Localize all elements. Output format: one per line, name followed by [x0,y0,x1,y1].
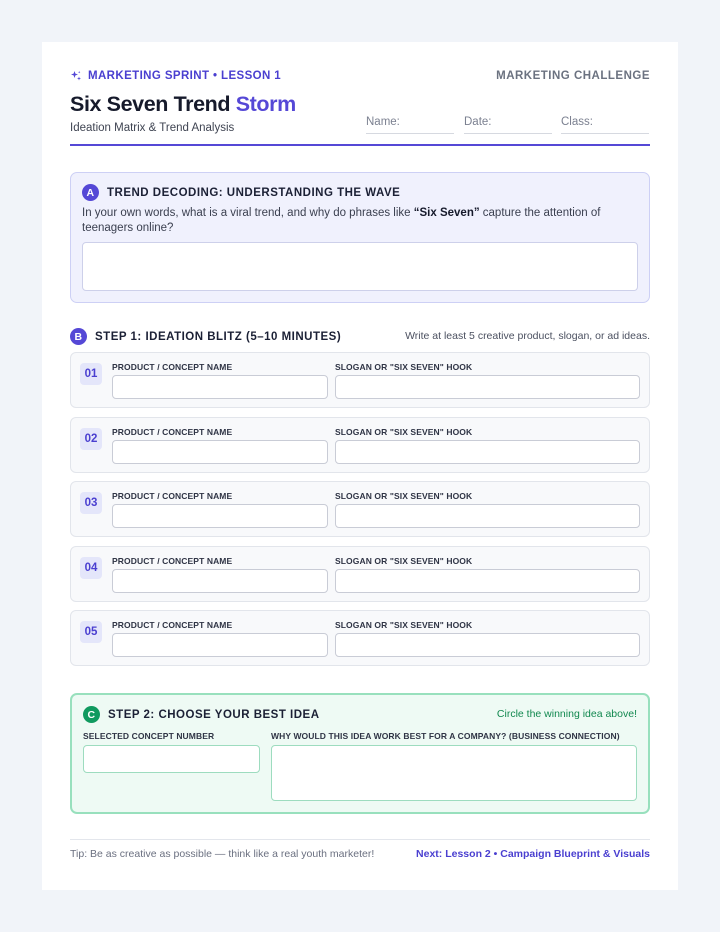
slogan-hook-label: SLOGAN OR "SIX SEVEN" HOOK [335,491,473,501]
footer-divider [70,839,650,840]
idea-row [70,546,650,602]
product-name-input[interactable] [112,504,328,528]
business-connection-input[interactable] [271,745,637,801]
page-subtitle: Ideation Matrix & Trend Analysis [70,122,235,134]
section-b-heading [70,328,341,345]
header-divider [70,144,650,146]
title-accent: Storm [235,92,296,116]
name-field[interactable] [366,116,454,134]
slogan-hook-label: SLOGAN OR "SIX SEVEN" HOOK [335,427,473,437]
product-name-label: PRODUCT / CONCEPT NAME [112,427,233,437]
idea-number: 05 [80,621,102,643]
section-a-heading [82,184,400,201]
circle-hint: Circle the winning idea above! [496,708,637,720]
name-field-label: Name: [366,116,400,128]
idea-row [70,481,650,537]
slogan-hook-label: SLOGAN OR "SIX SEVEN" HOOK [335,556,473,566]
product-name-input[interactable] [112,375,328,399]
idea-row [70,610,650,666]
next-lesson-link[interactable]: Next: Lesson 2 • Campaign Blueprint & Visuals [416,848,650,860]
footer-tip: Tip: Be as creative as possible — think like a real youth marketer! [70,848,375,860]
section-a-title: TREND DECODING: UNDERSTANDING THE WAVE [107,186,401,199]
slogan-hook-input[interactable] [335,569,640,593]
section-b-badge: B [70,328,87,345]
question-text-before: In your own words, what is a viral trend, and why do phrases like [82,207,414,219]
sparkle-icon [70,70,82,82]
idea-number: 04 [80,557,102,579]
page-title [70,92,296,117]
product-name-input[interactable] [112,440,328,464]
idea-row [70,417,650,473]
product-name-label: PRODUCT / CONCEPT NAME [112,491,233,501]
question-text-after: capture the attention of teenagers online? [82,207,601,234]
product-name-label: PRODUCT / CONCEPT NAME [112,362,233,372]
idea-number: 03 [80,492,102,514]
slogan-hook-input[interactable] [335,633,640,657]
trend-question [82,206,629,235]
date-field[interactable] [464,116,552,134]
worksheet-page [42,42,678,890]
class-field-label: Class: [561,116,593,128]
section-a-badge: A [82,184,99,201]
challenge-label: MARKETING CHALLENGE [496,70,650,82]
idea-row [70,352,650,408]
class-field[interactable] [561,116,649,134]
idea-number: 01 [80,363,102,385]
trend-answer-box[interactable] [82,242,638,291]
question-quote: “Six Seven” [413,207,480,219]
section-trend-decoding [70,172,650,303]
idea-number: 02 [80,428,102,450]
title-main: Six Seven Trend [70,92,231,116]
product-name-input[interactable] [112,633,328,657]
section-best-idea [70,693,650,814]
product-name-input[interactable] [112,569,328,593]
product-name-label: PRODUCT / CONCEPT NAME [112,620,233,630]
section-c-heading [83,706,320,723]
section-b-title: STEP 1: IDEATION BLITZ (5–10 MINUTES) [95,330,342,343]
slogan-hook-input[interactable] [335,375,640,399]
section-b-hint: Write at least 5 creative product, slogan, or ad ideas. [405,330,650,342]
section-c-badge: C [83,706,100,723]
selected-concept-input[interactable] [83,745,260,773]
section-c-title: STEP 2: CHOOSE YOUR BEST IDEA [108,708,320,721]
slogan-hook-label: SLOGAN OR "SIX SEVEN" HOOK [335,362,473,372]
selected-concept-label: SELECTED CONCEPT NUMBER [83,731,215,741]
lesson-kicker [70,70,281,82]
business-connection-label: WHY WOULD THIS IDEA WORK BEST FOR A COMPANY? (BUSINESS CONNECTION) [271,731,620,741]
date-field-label: Date: [464,116,492,128]
slogan-hook-label: SLOGAN OR "SIX SEVEN" HOOK [335,620,473,630]
slogan-hook-input[interactable] [335,440,640,464]
product-name-label: PRODUCT / CONCEPT NAME [112,556,233,566]
slogan-hook-input[interactable] [335,504,640,528]
kicker-text: MARKETING SPRINT • LESSON 1 [88,70,282,82]
